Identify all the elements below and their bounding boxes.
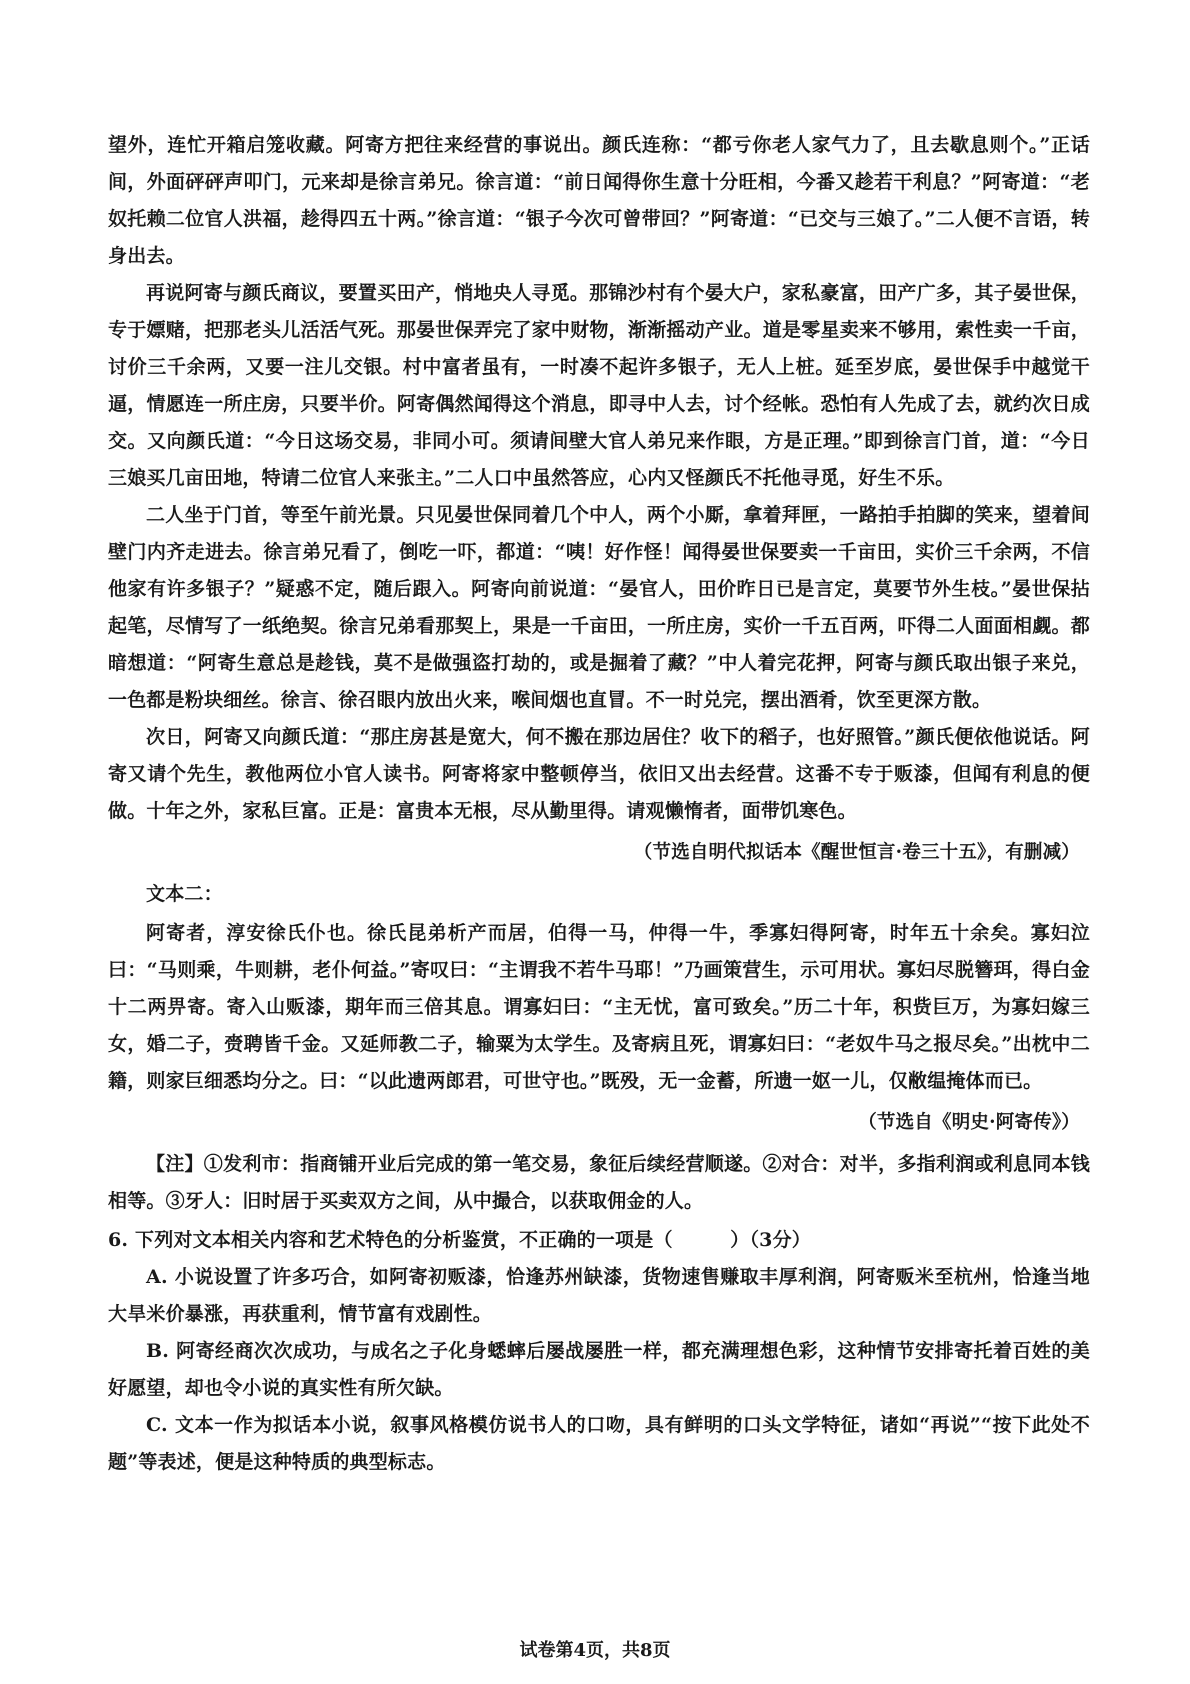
annotation-note: 【注】①发利市：指商铺开业后完成的第一笔交易，象征后续经营顺遂。②对合：对半，多指利润或利息同本钱相等。③牙人：旧时居于买卖双方之间，从中撮合，以获取佣金的人。 — [108, 1153, 1090, 1212]
text1-paragraph-2: 再说阿寄与颜氏商议，要置买田产，悄地央人寻觅。那锦沙村有个晏大户，家私豪富，田产广多，其子晏世保，专于嫖赌，把那老头儿活活气死。那晏世保弄完了家中财物，渐渐摇动产业。道是零星卖来不够用，索性卖一千亩，讨价三千余两，又要一注儿交银。村中富者虽有，一时凑不起许多银子，无人上桩。延至岁底，晏世保手中越觉干逼，情愿连一所庄房，只要半价。阿寄偶然闻得这个消息，即寻中人去，讨个经帐。恐怕有人先成了去，就约次日成交。又向颜氏道：“今日这场交易，非同小可。须请间壁大官人弟兄来作眼，方是正理。”即到徐言门首，道：“今日三娘买几亩田地，特请二位官人来张主。”二人口中虽然答应，心内又怪颜氏不托他寻觅，好生不乐。 — [108, 282, 1090, 489]
text2-source: （节选自《明史·阿寄传》） — [858, 1112, 1080, 1133]
text2-paragraph: 阿寄者，淳安徐氏仆也。徐氏昆弟析产而居，伯得一马，仲得一牛，季寡妇得阿寄，时年五十余矣。寡妇泣曰：“马则乘，牛则耕，老仆何益。”寄叹曰：“主谓我不若牛马耶！”乃画策营生，示可用状。寡妇尽脱簪珥，得白金十二两畀寄。寄入山贩漆，期年而三倍其息。谓寡妇曰：“主无忧，富可致矣。”历二十年，积赀巨万，为寡妇嫁三女，婚二子，赍聘皆千金。又延师教二子，输粟为太学生。及寄病且死，谓寡妇曰：“老奴牛马之报尽矣。”出枕中二籍，则家巨细悉均分之。曰：“以此遗两郎君，可世守也。”既殁，无一金蓄，所遗一妪一儿，仅敝缊掩体而已。 — [108, 922, 1090, 1092]
question-6-option-c[interactable]: C. 文本一作为拟话本小说，叙事风格模仿说书人的口吻，具有鲜明的口头文学特征，诸如“再说”“按下此处不题”等表述，便是这种特质的典型标志。 — [108, 1414, 1090, 1473]
question-6-option-b[interactable]: B. 阿寄经商次次成功，与成名之子化身蟋蟀后屡战屡胜一样，都充满理想色彩，这种情节安排寄托着百姓的美好愿望，却也令小说的真实性有所欠缺。 — [108, 1340, 1090, 1399]
text2-heading: 文本二： — [146, 883, 223, 905]
text1-source: （节选自明代拟话本《醒世恒言·卷三十五》，有删减） — [633, 842, 1080, 863]
text1-paragraph-3: 二人坐于门首，等至午前光景。只见晏世保同着几个中人，两个小厮，拿着拜匣，一路拍手拍脚的笑来，望着间壁门内齐走进去。徐言弟兄看了，倒吃一吓，都道：“咦！好作怪！闻得晏世保要卖一千亩田，实价三千余两，不信他家有许多银子？”疑惑不定，随后跟入。阿寄向前说道：“晏官人，田价昨日已是言定，莫要节外生枝。”晏世保拈起笔，尽情写了一纸绝契。徐言兄弟看那契上，果是一千亩田，一所庄房，实价一千五百两，吓得二人面面相觑。都暗想道：“阿寄生意总是趁钱，莫不是做强盗打劫的，或是掘着了藏？”中人着完花押，阿寄与颜氏取出银子来兑，一色都是粉块细丝。徐言、徐召眼内放出火来，喉间烟也直冒。不一时兑完，摆出酒肴，饮至更深方散。 — [108, 504, 1090, 711]
text1-paragraph-4: 次日，阿寄又向颜氏道：“那庄房甚是宽大，何不搬在那边居住？收下的稻子，也好照管。”颜氏便依他说话。阿寄又请个先生，教他两位小官人读书。阿寄将家中整顿停当，依旧又出去经营。这番不专于贩漆，但闻有利息的便做。十年之外，家私巨富。正是：富贵本无根，尽从勤里得。请观懒惰者，面带饥寒色。 — [108, 726, 1090, 822]
text1-paragraph-1: 望外，连忙开箱启笼收藏。阿寄方把往来经营的事说出。颜氏连称：“都亏你老人家气力了，且去歇息则个。”正话间，外面砰砰声叩门，元来却是徐言弟兄。徐言道：“前日闻得你生意十分旺相，今番又趁若干利息？”阿寄道：“老奴托赖二位官人洪福，趁得四五十两。”徐言道：“银子今次可曾带回？”阿寄道：“已交与三娘了。”二人便不言语，转身出去。 — [108, 134, 1090, 267]
page-footer: 试卷第4页，共8页 — [519, 1640, 671, 1661]
question-6-option-a[interactable]: A. 小说设置了许多巧合，如阿寄初贩漆，恰逢苏州缺漆，货物速售赚取丰厚利润，阿寄贩米至杭州，恰逢当地大旱米价暴涨，再获重利，情节富有戏剧性。 — [108, 1266, 1090, 1325]
question-6-stem: 6. 下列对文本相关内容和艺术特色的分析鉴赏，不正确的一项是（ ）（3分） — [108, 1229, 811, 1251]
